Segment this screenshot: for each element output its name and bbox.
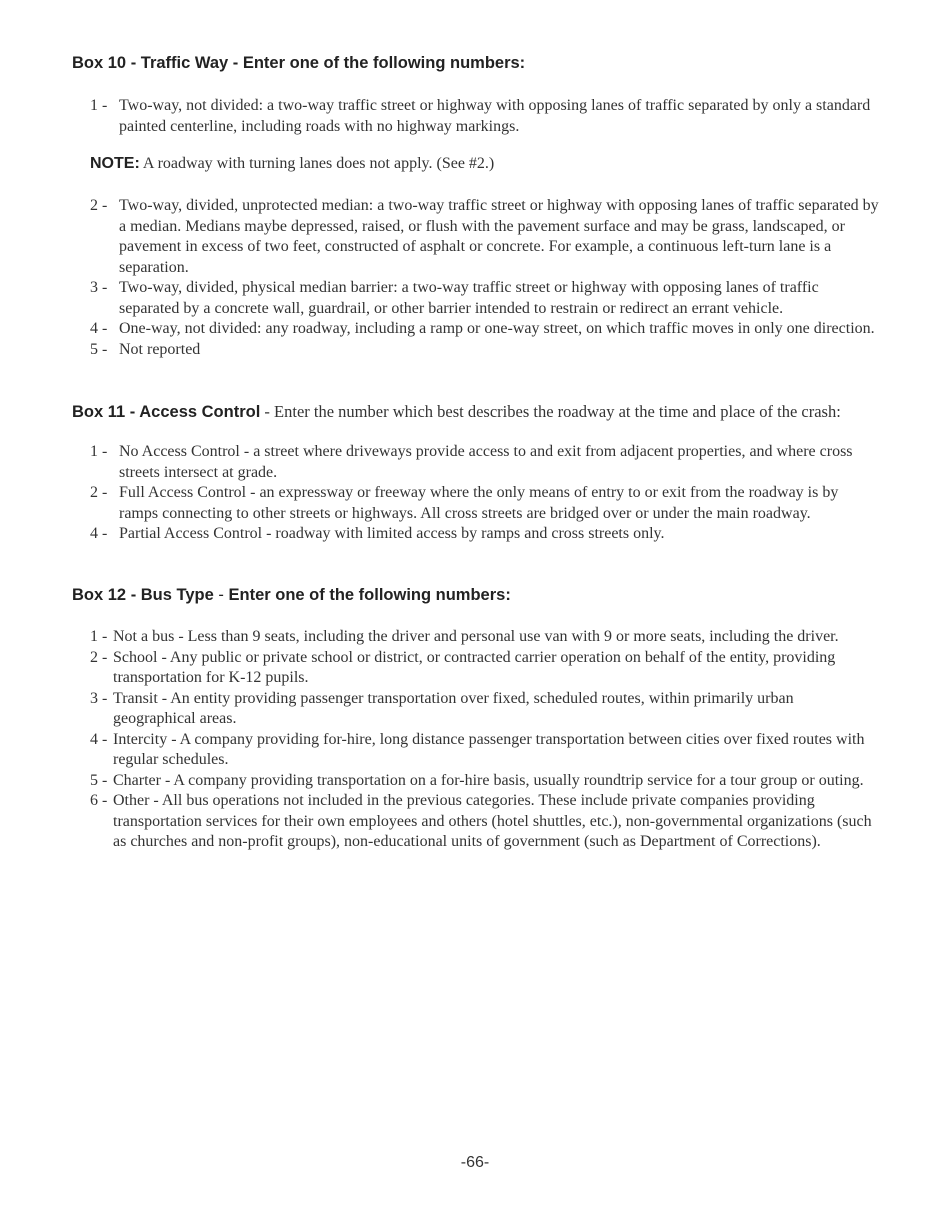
list-item bbox=[0, 96, 950, 137]
list-item bbox=[0, 524, 950, 545]
box12-heading bbox=[72, 586, 511, 605]
note-text: A roadway with turning lanes does not apply. (See #2.) bbox=[142, 155, 495, 172]
list-item bbox=[0, 483, 950, 524]
item-text: One-way, not divided: any roadway, including a ramp or one-way street, on which traffic moves in only one direction. bbox=[119, 320, 875, 337]
item-number: 5 - bbox=[90, 771, 108, 789]
box10-list-b bbox=[0, 196, 950, 360]
item-number: 2 - bbox=[90, 197, 108, 214]
item-number: 4 - bbox=[90, 525, 108, 542]
item-text: Two-way, divided, unprotected median: a two-way traffic street or highway with opposing lanes of traffic separated by a median. Medians maybe depressed, raised, or flush with the pavement surface and may be grass, landscaped, or pavement in excess of two feet, constructed of asphalt or concrete. For example, a continuous left-turn lane is a separation. bbox=[119, 197, 879, 276]
list-item bbox=[0, 340, 950, 361]
item-text: Two-way, divided, physical median barrier: a two-way traffic street or highway with opposing lanes of traffic separated by a concrete wall, guardrail, or other barrier intended to restrain or redirect an errant vehicle. bbox=[119, 279, 819, 317]
box12-heading-dash: - bbox=[213, 586, 229, 604]
box12-heading-instruction: Enter one of the following numbers: bbox=[228, 586, 511, 604]
page-number: -66- bbox=[460, 1154, 490, 1171]
item-number: 1 - bbox=[90, 628, 108, 645]
item-text: Charter - A company providing transportation on a for-hire basis, usually roundtrip service for a tour group or outing. bbox=[113, 771, 864, 789]
item-number: 4 - bbox=[90, 730, 108, 748]
box10-heading: Box 10 - Traffic Way - Enter one of the following numbers: bbox=[72, 54, 526, 72]
item-number: 6 - bbox=[90, 792, 108, 809]
list-item bbox=[0, 196, 950, 278]
box11-heading-title: Box 11 - Access Control bbox=[72, 403, 261, 421]
note-label: NOTE: bbox=[90, 155, 140, 172]
box12-list bbox=[0, 627, 950, 853]
list-item bbox=[0, 689, 950, 730]
box10-list-a bbox=[0, 96, 950, 137]
item-text: Intercity - A company providing for-hire, long distance passenger transportation between cities over fixed routes with regular schedules. bbox=[113, 730, 865, 768]
item-number: 3 - bbox=[90, 689, 108, 707]
item-text: Not reported bbox=[119, 340, 201, 358]
list-item bbox=[0, 278, 950, 319]
list-item bbox=[0, 627, 950, 648]
item-number: 2 - bbox=[90, 484, 108, 501]
list-item bbox=[0, 648, 950, 689]
item-text: Full Access Control - an expressway or freeway where the only means of entry to or exit from the roadway is by ramps connecting to other streets or highways. All cross streets are bridged over or under the main roadway. bbox=[119, 484, 839, 522]
item-text: Two-way, not divided: a two-way traffic street or highway with opposing lanes of traffic separated by only a standard painted centerline, including roads with no highway markings. bbox=[119, 97, 871, 135]
item-text: Partial Access Control - roadway with limited access by ramps and cross streets only. bbox=[119, 525, 665, 542]
list-item bbox=[0, 442, 950, 483]
item-number: 1 - bbox=[90, 443, 108, 460]
item-number: 1 - bbox=[90, 97, 108, 114]
note bbox=[90, 155, 494, 173]
item-text: Other - All bus operations not included in the previous categories. These include private companies providing transportation services for their own employees and others (hotel shuttles, etc.), non-governmental organizations (such as churches and non-profit groups), non-educational units of government (such as Department of Corrections). bbox=[113, 792, 872, 850]
box11-heading bbox=[72, 402, 841, 422]
item-number: 2 - bbox=[90, 648, 108, 666]
item-number: 5 - bbox=[90, 340, 108, 358]
item-number: 3 - bbox=[90, 279, 108, 296]
item-text: No Access Control - a street where driveways provide access to and exit from adjacent properties, and where cross streets intersect at grade. bbox=[119, 443, 853, 481]
box11-list bbox=[0, 442, 950, 545]
list-item bbox=[0, 319, 950, 340]
item-text: Transit - An entity providing passenger transportation over fixed, scheduled routes, within primarily urban geographical areas. bbox=[113, 689, 794, 727]
list-item bbox=[0, 771, 950, 792]
item-text: Not a bus - Less than 9 seats, including the driver and personal use van with 9 or more seats, including the driver. bbox=[113, 628, 839, 645]
box11-heading-rest: - Enter the number which best describes the roadway at the time and place of the crash: bbox=[260, 402, 841, 421]
box12-heading-title: Box 12 - Bus Type bbox=[72, 586, 214, 604]
item-text: School - Any public or private school or district, or contracted carrier operation on behalf of the entity, providing transportation for K-12 pupils. bbox=[113, 648, 836, 686]
item-number: 4 - bbox=[90, 320, 108, 337]
list-item bbox=[0, 791, 950, 853]
list-item bbox=[0, 730, 950, 771]
